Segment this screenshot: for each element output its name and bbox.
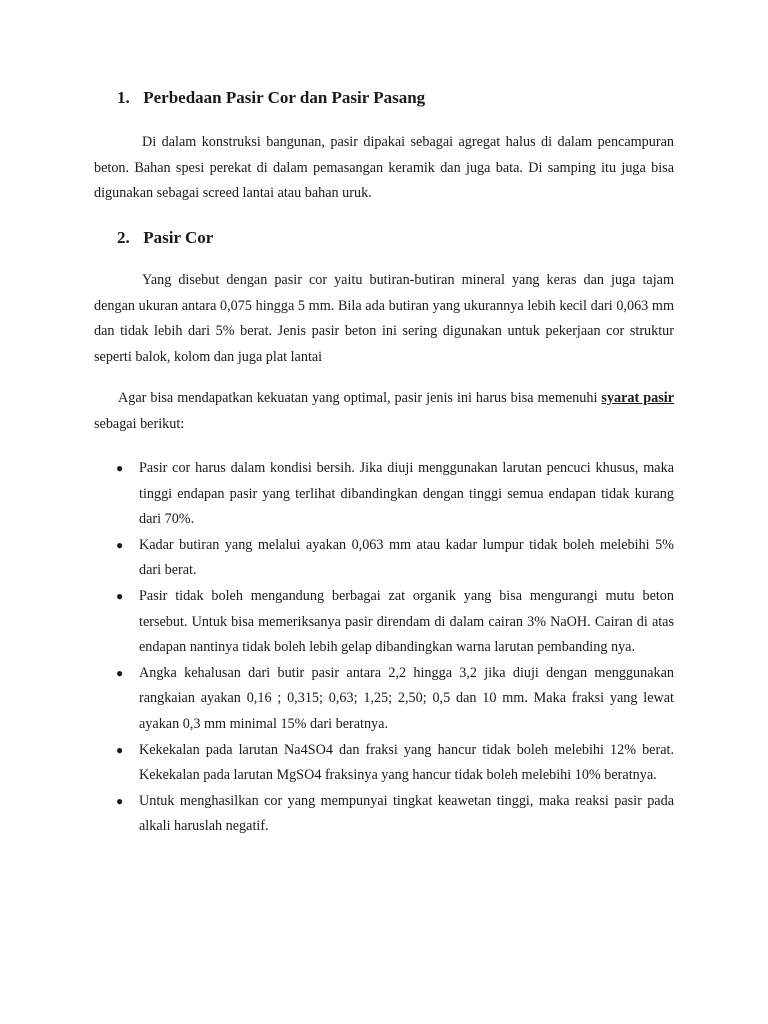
bullet-icon: ● — [116, 793, 124, 808]
list-item — [94, 789, 674, 840]
section-2-number: 2. — [117, 228, 130, 247]
section-2-title: Pasir Cor — [143, 228, 214, 247]
list-item — [94, 661, 674, 738]
bullet-icon: ● — [116, 665, 124, 680]
list-item-text: Kadar butiran yang melalui ayakan 0,063 mm atau kadar lumpur tidak boleh melebihi 5% dari berat. — [139, 536, 674, 579]
list-item-text: Pasir cor harus dalam kondisi bersih. Jika diuji menggunakan larutan pencuci khusus, maka tinggi endapan pasir yang terlihat dibandingkan dengan tinggi semua endapan tidak kurang dari 70%. — [139, 460, 674, 528]
list-item-text: Kekekalan pada larutan Na4SO4 dan fraksi yang hancur tidak boleh melebihi 12% berat. Kekekalan pada larutan MgSO4 fraksinya yang hancur tidak boleh melebihi 10% beratnya. — [139, 741, 674, 784]
bullet-icon: ● — [116, 742, 124, 757]
section-1-heading — [117, 88, 425, 108]
syarat-pasir-link[interactable]: syarat pasir — [601, 390, 674, 406]
section-2-paragraph-1: Yang disebut dengan pasir cor yaitu butiran-butiran mineral yang keras dan juga tajam dengan ukuran antara 0,075 hingga 5 mm. Bila ada butiran yang ukurannya lebih kecil dari 0,063 mm dan tidak lebih dari 5% berat. Jenis pasir beton ini sering digunakan untuk pekerjaan cor struktur seperti balok, kolom dan juga plat lantai — [94, 272, 674, 365]
list-item-text: Angka kehalusan dari butir pasir antara 2,2 hingga 3,2 jika diuji dengan menggunakan rangkaian ayakan 0,16 ; 0,315; 0,63; 1,25; 2,50; 0,5 dan 10 mm. Maka fraksi yang lewat ayakan 0,3 mm minimal 15% dari beratnya. — [139, 664, 674, 732]
section-1-number: 1. — [117, 88, 130, 107]
bullet-icon: ● — [116, 537, 124, 552]
list-item-text: Pasir tidak boleh mengandung berbagai zat organik yang bisa mengurangi mutu beton tersebut. Untuk bisa memeriksanya pasir direndam di dalam cairan 3% NaOH. Cairan di atas endapan nantinya tidak boleh lebih gelap dibandingkan warna larutan pembanding nya. — [139, 587, 674, 656]
paragraph-2-text-after: sebagai berikut: — [94, 415, 185, 432]
section-2-heading — [117, 228, 213, 248]
paragraph-2-text-before: Agar bisa mendapatkan kekuatan yang optimal, pasir jenis ini harus bisa memenuhi — [118, 390, 602, 406]
list-item-text: Untuk menghasilkan cor yang mempunyai tingkat keawetan tinggi, maka reaksi pasir pada alkali haruslah negatif. — [139, 792, 674, 835]
bullet-icon: ● — [116, 461, 124, 475]
list-item — [94, 456, 674, 533]
list-item — [94, 584, 674, 661]
bullet-icon: ● — [116, 588, 124, 603]
list-item — [94, 533, 674, 584]
list-item — [94, 738, 674, 789]
section-2-paragraph-2 — [94, 386, 674, 437]
requirements-list — [94, 456, 674, 840]
section-1-title: Perbedaan Pasir Cor dan Pasir Pasang — [143, 88, 426, 107]
section-1-paragraph: Di dalam konstruksi bangunan, pasir dipakai sebagai agregat halus di dalam pencampuran beton. Bahan spesi perekat di dalam pemasangan keramik dan juga bata. Di samping itu juga bisa digunakan sebagai screed lantai atau bahan uruk. — [94, 134, 674, 202]
